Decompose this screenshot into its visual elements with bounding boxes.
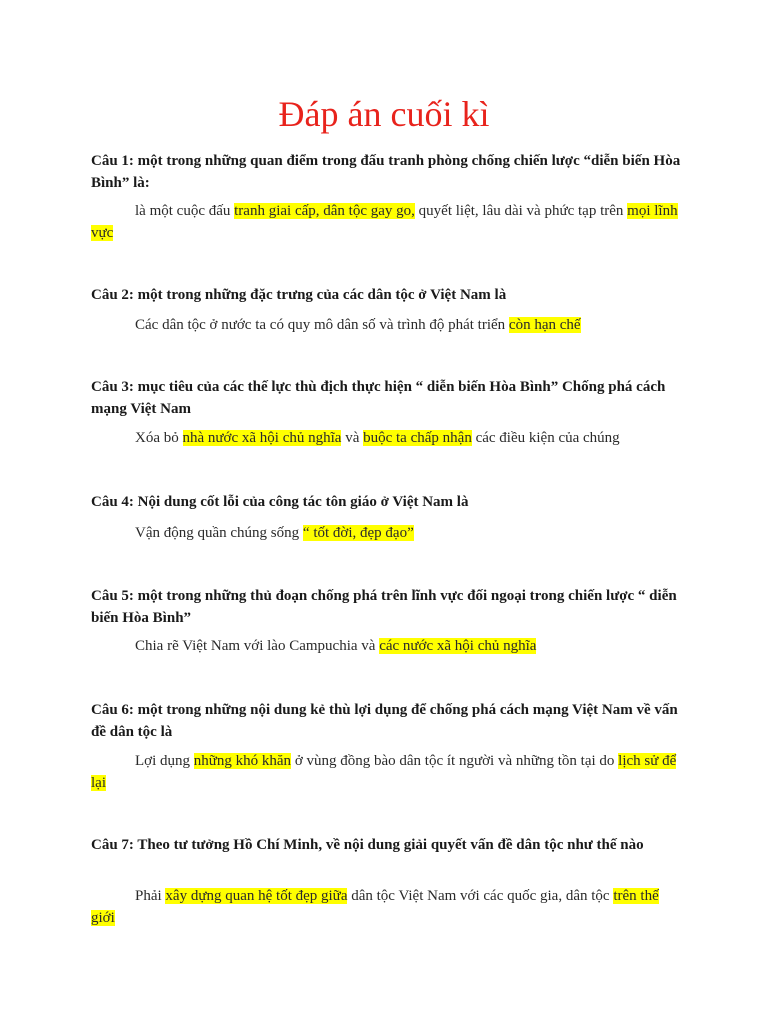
highlighted-text: còn hạn chế [508,317,581,333]
highlighted-text: mọi lĩnh vực [91,203,678,241]
answer-text: Xóa bỏ [135,430,183,446]
highlighted-text: tranh giai cấp, dân tộc gay go, [234,203,415,219]
question-6: Câu 6: một trong những nội dung kẻ thù lợi dụng để chống phá cách mạng Việt Nam về vấn đề dân tộc là [91,702,678,740]
question-5: Câu 5: một trong những thủ đoạn chống phá trên lĩnh vực đối ngoại trong chiến lược “ diễn biến Hòa Bình” [91,588,677,626]
answer-text: ở vùng đồng bào dân tộc ít người và những tồn tại do [291,753,619,769]
highlighted-text: “ tốt đời, đẹp đạo” [302,525,414,541]
answer-text: Phải [135,888,166,904]
question-7: Câu 7: Theo tư tưởng Hồ Chí Minh, về nội dung giải quyết vấn đề dân tộc như thế nào [91,837,644,853]
question-1: Câu 1: một trong những quan điểm trong đấu tranh phòng chống chiến lược “diễn biến Hòa Bình” là: [91,153,681,191]
answer-text: các điều kiện của chúng [471,430,620,446]
answer-5 [91,635,681,657]
answer-4 [91,522,681,544]
answer-text: Vận động quần chúng sống [135,525,303,541]
highlighted-text: lịch sử để lại [91,753,677,791]
answer-text: và [341,430,364,446]
answer-text: dân tộc Việt Nam với các quốc gia, dân tộc [347,888,614,904]
answer-text: Lợi dụng [135,753,194,769]
document-title: Đáp án cuối kì [278,94,490,134]
highlighted-text: nhà nước xã hội chủ nghĩa [182,430,342,446]
highlighted-text: trên thế giới [91,888,659,926]
answer-2 [91,314,681,336]
question-3: Câu 3: mục tiêu của các thế lực thù địch thực hiện “ diễn biến Hòa Bình” Chống phá cách mạng Việt Nam [91,379,666,417]
highlighted-text: xây dựng quan hệ tốt đẹp giữa [165,888,348,904]
answer-3 [91,427,681,449]
answer-1 [91,200,681,244]
highlighted-text: buộc ta chấp nhận [363,430,472,446]
answer-text: là một cuộc đấu [135,203,235,219]
answer-text: Chia rẽ Việt Nam với lào Campuchia và [135,638,380,654]
answer-text: quyết liệt, lâu dài và phức tạp trên [414,203,628,219]
question-2: Câu 2: một trong những đặc trưng của các dân tộc ở Việt Nam là [91,287,507,303]
answer-6 [91,750,681,794]
question-4: Câu 4: Nội dung cốt lỗi của công tác tôn giáo ở Việt Nam là [91,494,469,510]
answer-7 [91,885,681,929]
highlighted-text: các nước xã hội chủ nghĩa [379,638,537,654]
answer-text: Các dân tộc ở nước ta có quy mô dân số và trình độ phát triển [135,317,509,333]
highlighted-text: những khó khăn [193,753,292,769]
